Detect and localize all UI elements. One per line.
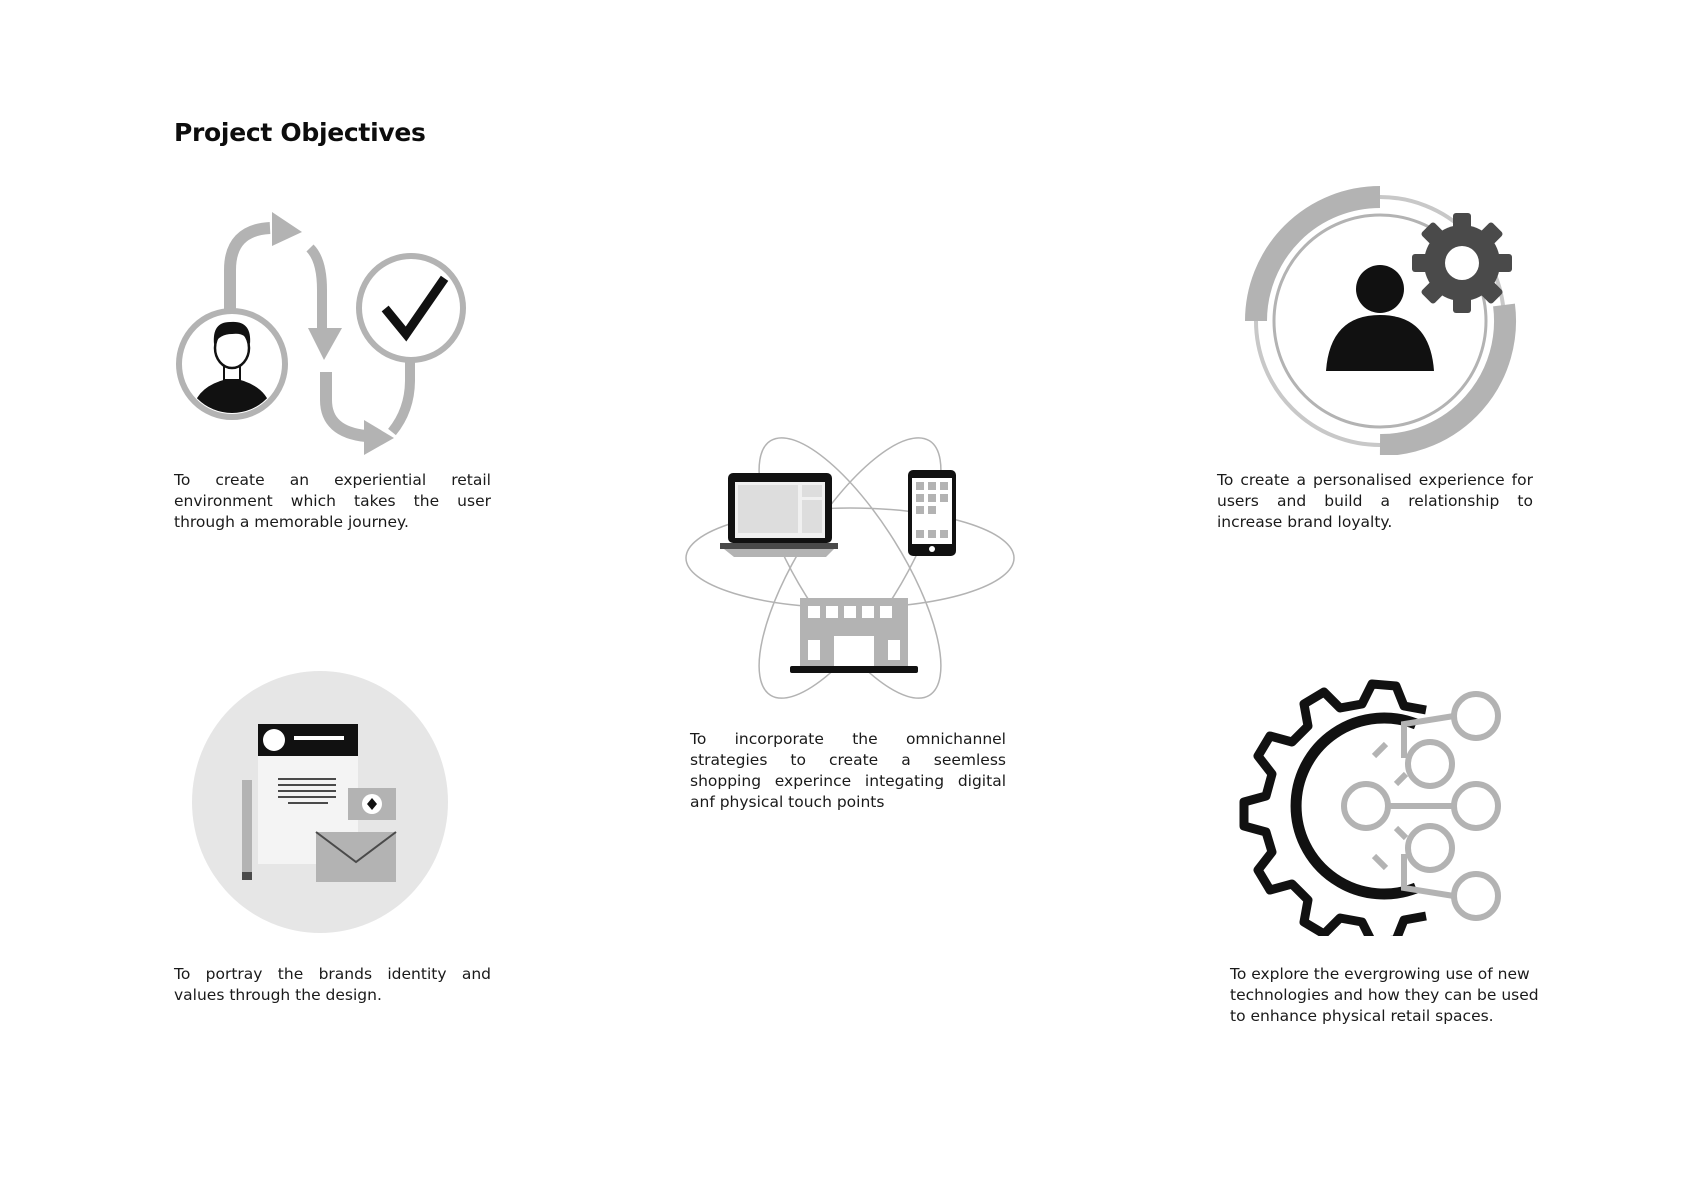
gear-technology-icon — [1234, 676, 1534, 936]
objective-text-journey: To create an experiential retail environment which takes the user through a memorable journey. — [174, 471, 491, 531]
objective-text-omnichannel: To incorporate the omnichannel strategies to create a seemless shopping experince integating digital anf physical touch points — [690, 730, 1006, 811]
objective-text-brand: To portray the brands identity and values through the design. — [174, 965, 491, 1004]
objective-text-personalised: To create a personalised experience for users and build a relationship to increase brand loyalty. — [1217, 471, 1533, 531]
omnichannel-icon — [680, 430, 1020, 710]
user-settings-icon — [1240, 185, 1520, 455]
brand-identity-icon — [190, 670, 450, 934]
journey-icon — [170, 210, 480, 460]
page-title: Project Objectives — [174, 118, 426, 147]
objective-text-technology: To explore the evergrowing use of new technologies and how they can be used to enhance physical retail spaces. — [1230, 965, 1539, 1025]
